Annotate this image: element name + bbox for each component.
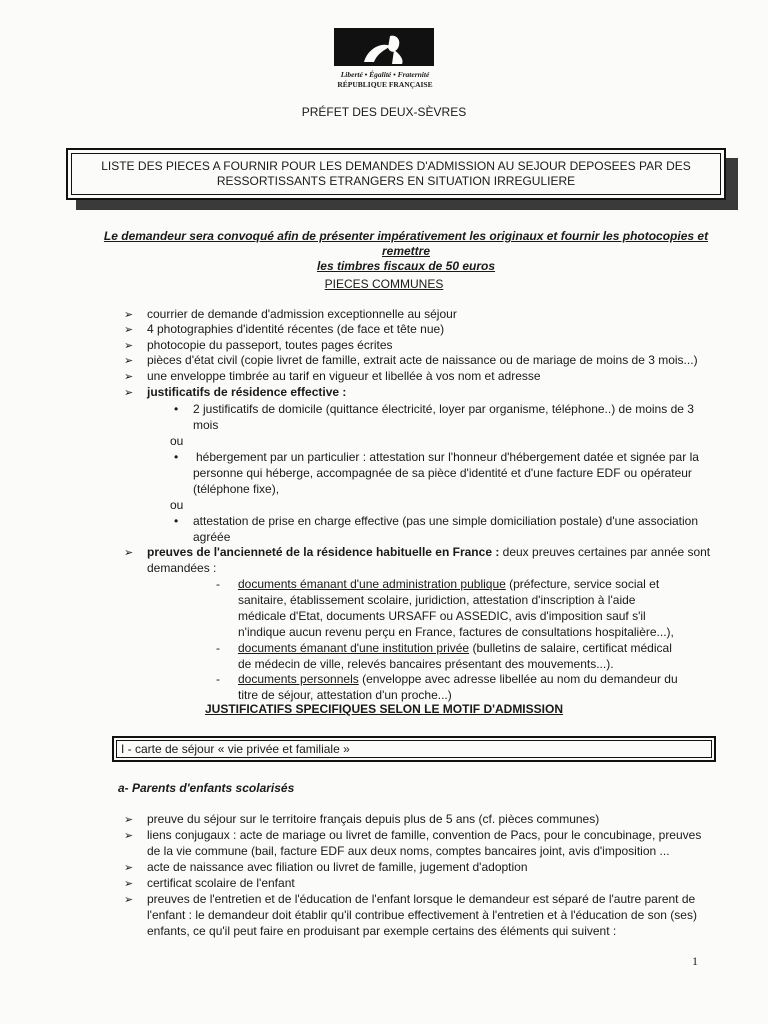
anciennete-bold: preuves de l'ancienneté de la résidence habituelle en France : xyxy=(147,545,500,559)
motto: Liberté • Égalité • Fraternité xyxy=(340,70,430,79)
list-item xyxy=(124,828,702,845)
doc-perso-line1 xyxy=(238,672,678,688)
republic-label: RÉPUBLIQUE FRANÇAISE xyxy=(337,80,433,89)
list-item xyxy=(124,892,696,909)
arrow-bullet-icon: ➢ xyxy=(124,814,134,826)
dash-bullet-icon: - xyxy=(216,641,220,655)
list-item xyxy=(124,860,528,877)
arrow-bullet-icon: ➢ xyxy=(124,309,134,321)
residence-opt3-line1: attestation de prise en charge effective (pas une simple domiciliation postale) d'une association xyxy=(193,514,699,528)
doc-prive-rest: (bulletins de salaire, certificat médical xyxy=(469,641,672,655)
arrow-bullet-icon: ➢ xyxy=(124,862,134,874)
doc-prive-line2: de médecin de ville, relevés bancaires présentant des mouvements...). xyxy=(238,657,614,671)
specifiques-heading: JUSTIFICATIFS SPECIFIQUES SELON LE MOTIF D'ADMISSION xyxy=(205,702,563,716)
list-item xyxy=(124,322,445,339)
doc-admin-line3: médicale d'Etat, documents URSAFF ou ASSEDIC, avis d'imposition sauf s'il xyxy=(238,609,646,623)
item-text: photocopie du passeport, toutes pages écrites xyxy=(147,338,393,352)
residence-opt2-line1: hébergement par un particulier : attestation sur l'honneur d'hébergement datée et signée par la xyxy=(196,450,699,464)
title-line-1: LISTE DES PIECES A FOURNIR POUR LES DEMANDES D'ADMISSION AU SEJOUR DEPOSEES PAR DES xyxy=(101,159,691,173)
bullet-dot-icon: • xyxy=(174,402,179,416)
doc-admin-line2: sanitaire, établissement scolaire, juridiction, attestation d'inscription à l'aide xyxy=(238,593,636,607)
list-item xyxy=(124,353,698,370)
item-text: preuves de l'entretien et de l'éducation de l'enfant lorsque le demandeur est séparé de l'autre parent de xyxy=(147,892,696,906)
page-number: 1 xyxy=(692,954,698,968)
item-text: une enveloppe timbrée au tarif en vigueur et libellée à vos nom et adresse xyxy=(147,369,541,383)
doc-admin-line1 xyxy=(238,577,659,593)
list-item xyxy=(124,385,347,402)
item-text: courrier de demande d'admission exceptionnelle au séjour xyxy=(147,307,457,321)
list-item xyxy=(124,545,711,562)
carte-sejour-label: I - carte de séjour « vie privée et familiale » xyxy=(116,740,712,758)
residence-opt1-line2: mois xyxy=(193,418,219,432)
residence-heading: justificatifs de résidence effective : xyxy=(147,385,347,399)
marianne-icon xyxy=(334,28,434,66)
intro-text xyxy=(86,229,726,274)
pieces-communes-heading: PIECES COMMUNES xyxy=(324,277,444,291)
item-text-cont: de la vie commune (bail, facture EDF aux deux noms, comptes bancaires joint, avis d'imposition ... xyxy=(147,844,670,858)
arrow-bullet-icon: ➢ xyxy=(124,878,134,890)
doc-admin-title: documents émanant d'une administration publique xyxy=(238,577,506,591)
list-item xyxy=(124,876,295,893)
carte-sejour-box xyxy=(112,736,716,762)
intro-line-1: Le demandeur sera convoqué afin de présenter impérativement les originaux et fournir les photocopies et remettre xyxy=(103,229,709,258)
doc-prive-line1 xyxy=(238,641,672,657)
item-text: certificat scolaire de l'enfant xyxy=(147,876,295,890)
residence-opt2-line3: (téléphone fixe), xyxy=(193,482,280,496)
arrow-bullet-icon: ➢ xyxy=(124,387,134,399)
arrow-bullet-icon: ➢ xyxy=(124,830,134,842)
list-item xyxy=(124,369,541,386)
arrow-bullet-icon: ➢ xyxy=(124,371,134,383)
doc-admin-rest: (préfecture, service social et xyxy=(505,577,660,591)
list-item xyxy=(124,812,600,829)
item-text: pièces d'état civil (copie livret de famille, extrait acte de naissance ou de mariage de moins de 3 mois...) xyxy=(147,353,698,367)
anciennete-line2: demandées : xyxy=(147,561,217,575)
arrow-bullet-icon: ➢ xyxy=(124,894,134,906)
subsection-a-heading: a- Parents d'enfants scolarisés xyxy=(118,781,295,795)
bullet-dot-icon: • xyxy=(174,450,179,464)
arrow-bullet-icon: ➢ xyxy=(124,324,134,336)
dash-bullet-icon: - xyxy=(216,577,220,591)
doc-perso-line2: titre de séjour, attestation d'un proche...) xyxy=(238,688,452,702)
item-text: preuve du séjour sur le territoire français depuis plus de 5 ans (cf. pièces communes) xyxy=(147,812,600,826)
arrow-bullet-icon: ➢ xyxy=(124,340,134,352)
bullet-dot-icon: • xyxy=(174,514,179,528)
anciennete-rest: deux preuves certaines par année sont xyxy=(499,545,711,559)
residence-opt2-line2: personne qui héberge, accompagnée de sa pièce d'identité et d'une facture EDF ou opérateur xyxy=(193,466,692,480)
item-text-cont: enfants, ce qu'il peut faire en produisant par exemple certains des éléments qui suivent : xyxy=(147,924,617,938)
item-text: 4 photographies d'identité récentes (de face et tête nue) xyxy=(147,322,445,336)
residence-opt3-line2: agréée xyxy=(193,530,231,544)
marianne-logo xyxy=(334,28,434,66)
title-box xyxy=(66,148,726,200)
doc-admin-line4: n'indique aucun revenu perçu en France, factures de consultations hospitalière...), xyxy=(238,625,674,639)
arrow-bullet-icon: ➢ xyxy=(124,355,134,367)
item-text: liens conjugaux : acte de mariage ou livret de famille, convention de Pacs, pour le concubinage, preuves xyxy=(147,828,702,842)
or-label: ou xyxy=(170,498,184,512)
item-text-cont: l'enfant : le demandeur doit établir qu'il contribue effectivement à l'entretien et à l'éducation de son (ses) xyxy=(147,908,697,922)
doc-perso-title: documents personnels xyxy=(238,672,359,686)
item-text: acte de naissance avec filiation ou livret de famille, jugement d'adoption xyxy=(147,860,528,874)
doc-prive-title: documents émanant d'une institution privée xyxy=(238,641,470,655)
prefet-heading: PRÉFET DES DEUX-SÈVRES xyxy=(301,105,467,119)
dash-bullet-icon: - xyxy=(216,672,220,686)
arrow-bullet-icon: ➢ xyxy=(124,547,134,559)
title-line-2: RESSORTISSANTS ETRANGERS EN SITUATION IRREGULIERE xyxy=(216,174,576,188)
intro-line-2: les timbres fiscaux de 50 euros xyxy=(316,259,496,273)
residence-opt1-line1: 2 justificatifs de domicile (quittance électricité, loyer par organisme, téléphone..) de moins de 3 xyxy=(193,402,694,416)
doc-perso-rest: (enveloppe avec adresse libellée au nom du demandeur du xyxy=(358,672,678,686)
or-label: ou xyxy=(170,434,184,448)
